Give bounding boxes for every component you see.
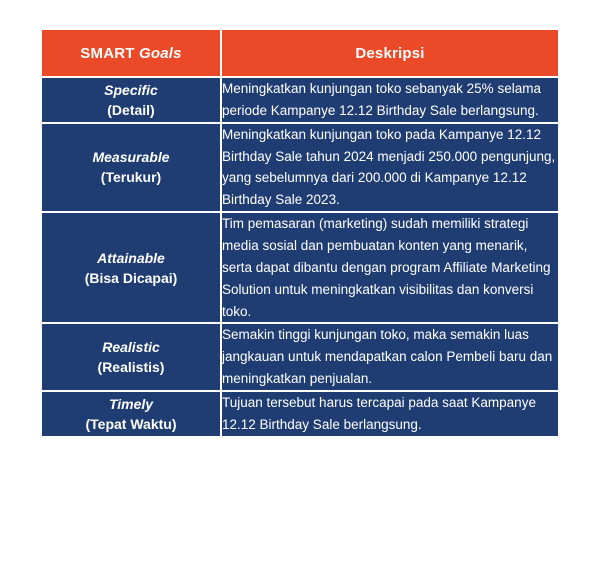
row-subterm: (Bisa Dicapai) (84, 269, 178, 286)
smart-goals-table-container (42, 30, 558, 436)
column-header-smart-prefix: SMART (80, 44, 139, 62)
row-term: Realistic (102, 338, 160, 355)
row-description: Meningkatkan kunjungan toko pada Kampanye 12.12 Birthday Sale tahun 2024 menjadi 250.000 pengunjung, yang sebelumnya dari 200.000 di Kampanye 12.12 Birthday Sale 2023. (222, 124, 558, 213)
table-row (42, 392, 558, 436)
row-label-realistic (42, 324, 222, 392)
row-term: Timely (108, 395, 154, 412)
row-description: Semakin tinggi kunjungan toko, maka semakin luas jangkauan untuk mendapatkan calon Pembeli baru dan meningkatkan penjualan. (222, 324, 558, 392)
column-header-smart-goals (42, 30, 222, 78)
table-header-row (42, 30, 558, 78)
column-header-deskripsi: Deskripsi (222, 30, 558, 78)
row-term: Measurable (92, 149, 170, 166)
column-header-goals-italic: Goals (139, 44, 182, 62)
row-term: Specific (104, 81, 158, 98)
table-row (42, 324, 558, 392)
table-header (42, 30, 558, 78)
table-row (42, 124, 558, 213)
row-label-measurable (42, 124, 222, 213)
row-description: Tim pemasaran (marketing) sudah memiliki strategi media sosial dan pembuatan konten yang menarik, serta dapat dibantu dengan program Affiliate Marketing Solution untuk meningkatkan visibilitas dan konversi toko. (222, 213, 558, 324)
row-description: Tujuan tersebut harus tercapai pada saat Kampanye 12.12 Birthday Sale berlangsung. (222, 392, 558, 436)
smart-goals-table (42, 30, 558, 436)
table-row (42, 213, 558, 324)
row-label-timely (42, 392, 222, 436)
table-body (42, 78, 558, 436)
row-subterm: (Detail) (107, 101, 155, 118)
row-label-attainable (42, 213, 222, 324)
row-description: Meningkatkan kunjungan toko sebanyak 25% selama periode Kampanye 12.12 Birthday Sale berlangsung. (222, 78, 558, 124)
row-subterm: (Terukur) (100, 169, 162, 186)
row-subterm: (Realistis) (97, 359, 165, 376)
table-row (42, 78, 558, 124)
row-label-specific (42, 78, 222, 124)
row-subterm: (Tepat Waktu) (85, 415, 177, 432)
row-term: Attainable (97, 249, 165, 266)
